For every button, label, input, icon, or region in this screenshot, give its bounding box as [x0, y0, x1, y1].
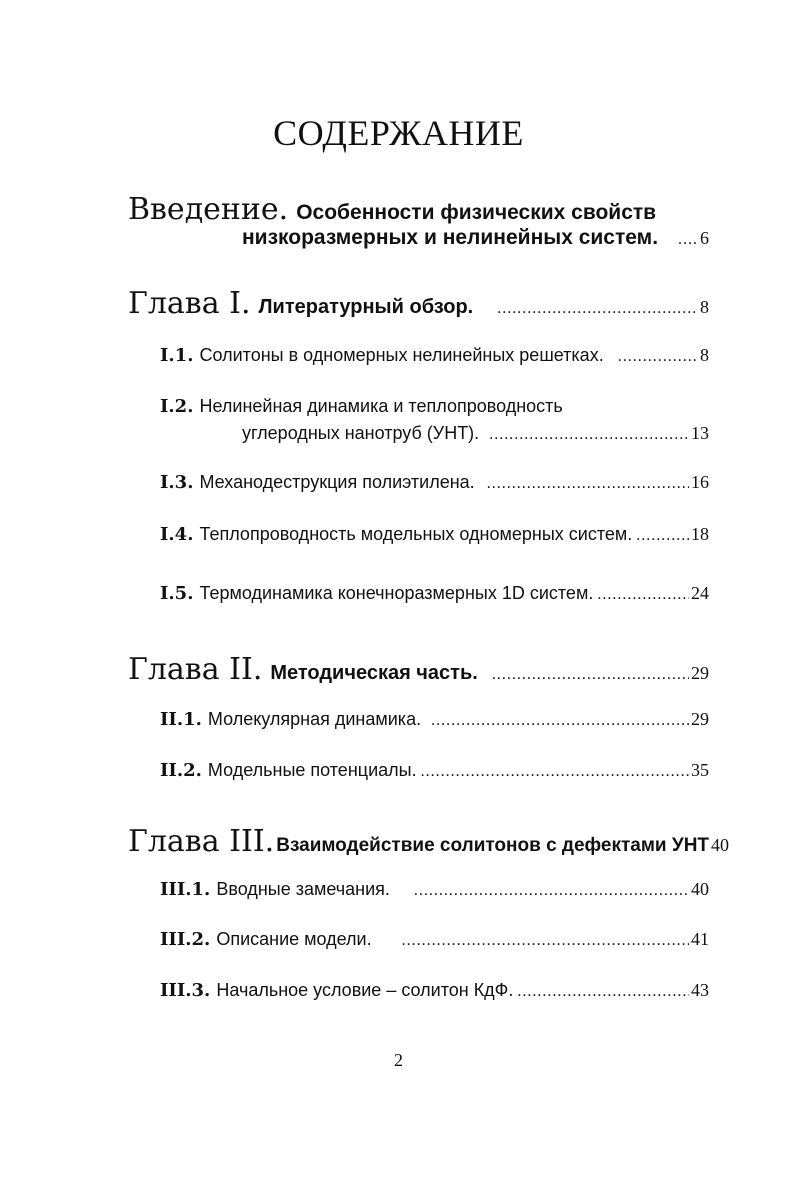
intro-page: 6	[700, 228, 709, 248]
section-page: 29	[691, 709, 709, 729]
page-title: СОДЕРЖАНИЕ	[273, 113, 524, 153]
toc-section-1-3	[160, 472, 709, 493]
toc-intro	[128, 192, 656, 227]
chapter-2-heading: Методическая часть.	[270, 662, 478, 684]
leader-dots	[636, 527, 689, 545]
leader-dots	[517, 983, 689, 1001]
toc-section-2-2	[160, 760, 709, 781]
section-number: III.2.	[160, 929, 211, 950]
toc-section-2-1	[160, 709, 709, 730]
chapter-2-page: 29	[691, 663, 709, 683]
chapter-1-page: 8	[700, 297, 709, 317]
toc-section-3-2	[160, 929, 709, 950]
section-page: 16	[691, 472, 709, 492]
intro-heading-line1: Особенности физических свойств	[296, 201, 657, 224]
toc-section-3-3	[160, 980, 709, 1001]
leader-dots	[487, 475, 689, 493]
toc-chapter-2	[128, 652, 709, 687]
section-number: III.3.	[160, 980, 211, 1001]
section-title: Описание модели.	[216, 929, 372, 949]
chapter-3-label: Глава III.	[128, 824, 275, 859]
section-title: Вводные замечания.	[216, 879, 390, 899]
section-number: II.1.	[160, 709, 202, 730]
chapter-2-label: Глава II.	[128, 652, 263, 687]
section-page: 41	[691, 929, 709, 949]
leader-dots	[489, 426, 689, 444]
leader-dots	[597, 586, 689, 604]
section-title: Начальное условие – солитон КдФ.	[216, 980, 514, 1000]
chapter-3-page: 40	[711, 835, 730, 855]
section-page: 40	[691, 879, 709, 899]
section-title: Механодеструкция полиэтилена.	[199, 472, 475, 492]
section-number: II.2.	[160, 760, 202, 781]
section-number: I.2.	[160, 396, 194, 417]
toc-chapter-3	[128, 824, 730, 859]
section-number: I.1.	[160, 345, 194, 366]
toc-section-1-2	[160, 396, 563, 417]
section-title: Солитоны в одномерных нелинейных решетках.	[199, 345, 604, 365]
leader-dots	[497, 300, 698, 318]
footer-page-number: 2	[394, 1050, 403, 1070]
leader-dots	[678, 231, 698, 249]
section-title: Молекулярная динамика.	[207, 709, 422, 729]
intro-heading-line2: низкоразмерных и нелинейных систем.	[242, 226, 659, 249]
section-page: 35	[691, 760, 709, 780]
section-title: Теплопроводность модельных одномерных систем.	[199, 524, 633, 544]
section-page: 24	[691, 583, 709, 603]
section-title: Модельные потенциалы.	[207, 760, 417, 780]
toc-section-1-2-line2	[242, 423, 709, 444]
toc-intro-line2	[242, 226, 709, 250]
leader-dots	[618, 348, 698, 366]
section-number: III.1.	[160, 879, 211, 900]
toc-section-1-5	[160, 583, 709, 604]
intro-label: Введение.	[128, 192, 289, 227]
toc-section-1-4	[160, 524, 709, 545]
chapter-3-heading: Взаимодействие солитонов с дефектами УНТ	[276, 835, 710, 856]
leader-dots	[492, 666, 689, 684]
leader-dots	[402, 932, 689, 950]
leader-dots	[431, 712, 689, 730]
section-page: 43	[691, 980, 709, 1000]
section-title-line2: углеродных нанотруб (УНТ).	[242, 423, 480, 443]
leader-dots	[421, 763, 689, 781]
section-number: I.5.	[160, 583, 194, 604]
toc-section-3-1	[160, 879, 709, 900]
leader-dots	[414, 882, 689, 900]
chapter-1-label: Глава I.	[128, 286, 251, 321]
chapter-1-heading: Литературный обзор.	[258, 296, 474, 318]
section-page: 13	[691, 423, 709, 443]
section-title: Термодинамика конечноразмерных 1D систем.	[199, 583, 594, 603]
section-number: I.4.	[160, 524, 194, 545]
section-page: 18	[691, 524, 709, 544]
toc-chapter-1	[128, 286, 709, 321]
section-title-line1: Нелинейная динамика и теплопроводность	[199, 396, 563, 416]
toc-section-1-1	[160, 345, 709, 366]
section-number: I.3.	[160, 472, 194, 493]
section-page: 8	[700, 345, 709, 365]
